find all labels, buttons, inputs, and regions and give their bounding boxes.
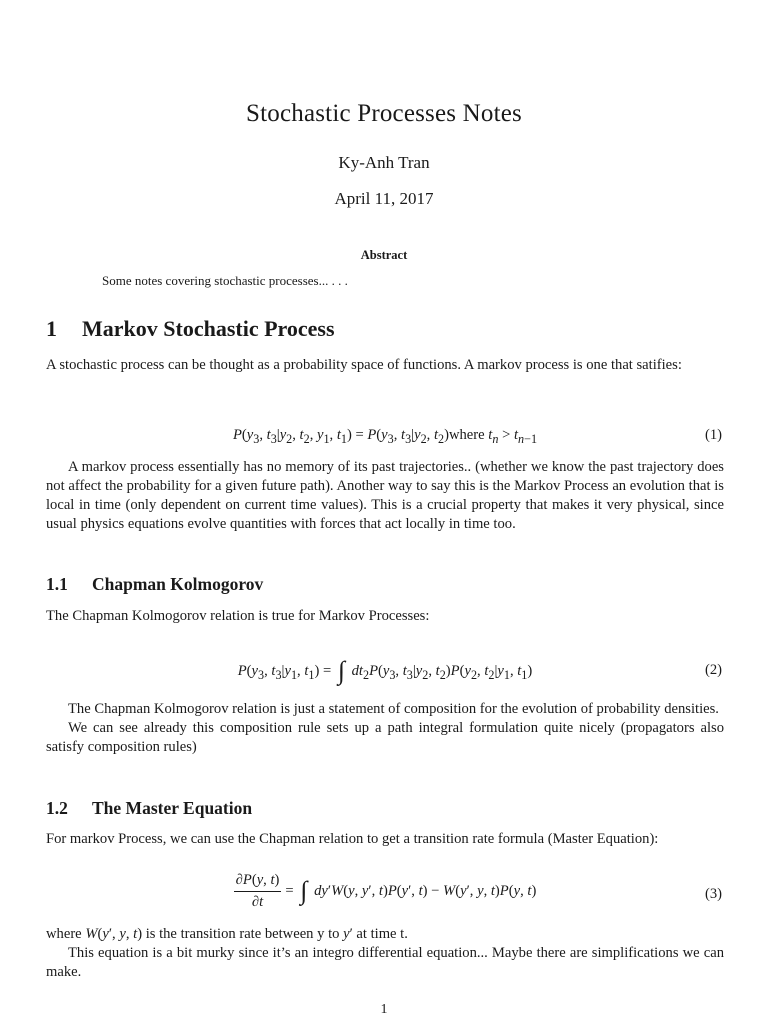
equation-1-number: (1) [704,427,722,443]
text-run: where [46,926,82,942]
subsection-1-1-heading [46,574,263,595]
paper-title: Stochastic Processes Notes [246,100,522,127]
equation-2-body: $P(y_3$, $t_3|y_1$, $t_1$) = ∫ $dt_2P(y_3$, $t_3|y_2$, $t_2)P(y_2$, $t_2|y_1$, $t_1$) [237,656,533,685]
subsection-1-2-intro [46,830,724,849]
equation-2 [46,652,724,686]
equation-1 [46,427,724,447]
fraction: $\frac{\partial P(y, t)}{\partial t}$ [235,872,280,911]
subsection-1-2-paragraphs [46,925,724,982]
equation-3 [46,872,724,918]
author-name: Ky-Anh Tran [338,153,430,172]
paragraph: A markov process essentially has no memory of its past trajectories.. (whether we know the past trajectory does not affect the probability for a given future path). Another way to say this is the Markov Process an evolution that is local in time (only dependent on current time values). This is a crucial property that makes it very physical, since usual physics equations evolve quantities with forces that act locally in time too. [46,459,724,532]
abstract-heading: Abstract [360,248,408,262]
paragraph: The Chapman Kolmogorov relation is true for Markov Processes: [46,608,430,624]
section-1-paragraph-2 [46,458,724,534]
subsection-1-1-intro [46,607,724,626]
paper-date: April 11, 2017 [334,189,434,208]
abstract-text: Some notes covering stochastic processes... . . . [102,273,348,288]
section-1-heading [46,316,335,342]
subsection-number: 1.1 [46,574,68,594]
page-number: 1 [380,1002,388,1017]
equation-1-body: $P(y_3$, $t_3|y_2$, $t_2$, $y_1$, $t_1) = P(y_3$, $t_3|y_2$, $t_2)where$ $t_n > t_{n-1}$ [232,427,538,446]
section-number: 1 [46,316,57,341]
subsection-title: Chapman Kolmogorov [92,574,264,594]
equation-2-number: (2) [704,662,722,678]
subsection-1-2-heading [46,798,252,819]
subsection-title: The Master Equation [92,798,253,818]
text-run: at time t. [356,926,408,942]
subsection-1-1-paragraphs [46,700,724,757]
paragraph: We can see already this composition rule sets up a path integral formulation quite nicely (propagators also satisfy composition rules) [46,720,724,755]
paragraph: where W(y′, y, t) is the transition rate between y to y′ at time t. [46,926,408,942]
paragraph: The Chapman Kolmogorov relation is just a statement of composition for the evolution of probability densities. [68,701,719,717]
section-1-intro [46,356,724,375]
paragraph: A stochastic process can be thought as a probability space of functions. A markov process is one that satifies: [46,357,682,373]
equation-3-body: $\frac{\partial P(y, t)}{\partial t}$ = ∫ dy′W(y, y′, t)P(y′, t) − W(y′, y, t)P(y, t) [235,872,537,911]
section-title: Markov Stochastic Process [82,316,335,341]
equation-3-number: (3) [704,886,722,902]
paragraph: This equation is a bit murky since it’s an integro differential equation... Maybe there are simplifications we can make. [46,945,724,980]
paragraph: For markov Process, we can use the Chapman relation to get a transition rate formula (Master Equation): [46,831,659,847]
subsection-number: 1.2 [46,798,68,818]
equation-1-where: where [448,427,485,443]
text-run: is the transition rate between y to [145,926,340,942]
